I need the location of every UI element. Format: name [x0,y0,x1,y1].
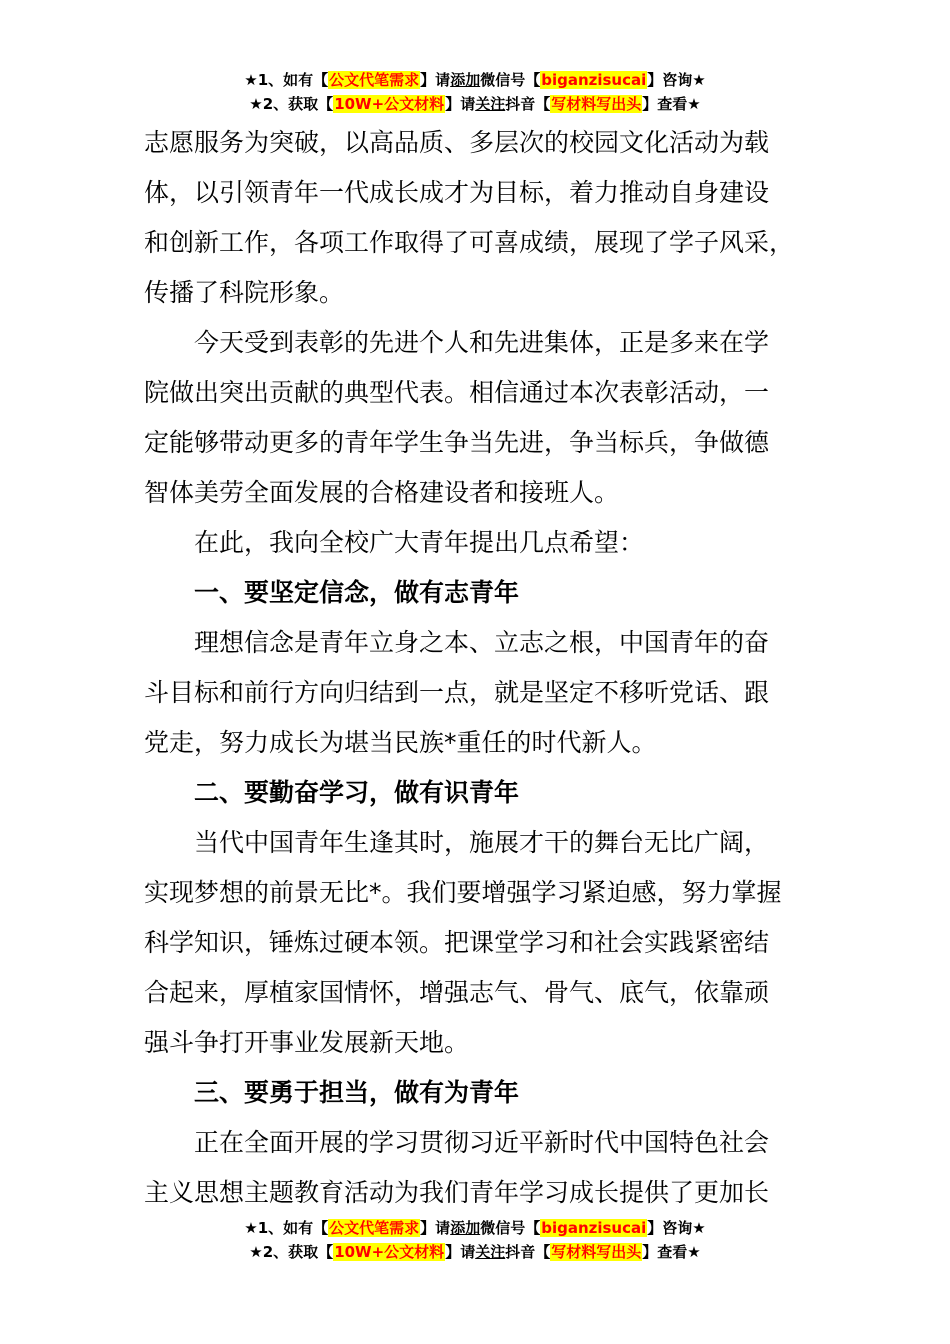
text-line: 合起来，厚植家国情怀，增强志气、骨气、底气，依靠顽 [144,978,770,1007]
text-line: 和创新工作，各项工作取得了可喜成绩，展现了学子风采， [144,228,795,257]
banner-text: 】请 [420,71,451,89]
section-heading-2: 二、要勤奋学习，做有识青年 [194,778,520,807]
banner-text: 】查看★ [642,1243,701,1261]
paragraph-2 [144,318,809,518]
text-line: 传播了科院形象。 [144,278,345,307]
highlight-service: 公文代笔需求 [329,1219,420,1237]
header-banner [0,68,950,116]
section-heading-1: 一、要坚定信念，做有志青年 [194,578,520,607]
text-line: 智体美劳全面发展的合格建设者和接班人。 [144,478,620,507]
paragraph-3 [144,518,809,568]
banner-text: 抖音【 [505,95,551,113]
section-heading-3: 三、要勇于担当，做有为青年 [194,1078,520,1107]
banner-underlined: 添加 [450,1219,481,1237]
document-body [144,118,809,1218]
highlight-douyin-account: 写材料写出头 [551,95,642,113]
text-line: 党走，努力成长为堪当民族*重任的时代新人。 [144,728,657,757]
text-line: 斗目标和前行方向归结到一点，就是坚定不移听党话、跟 [144,678,770,707]
text-line: 当代中国青年生逢其时，施展才干的舞台无比广阔， [194,828,770,857]
banner-text: 抖音【 [505,1243,551,1261]
banner-text: 】查看★ [642,95,701,113]
text-line: 今天受到表彰的先进个人和先进集体，正是多来在学 [194,328,770,357]
paragraph-5 [144,818,809,1068]
banner-text: 】请 [420,1219,451,1237]
footer-banner [0,1216,950,1264]
banner-text: ★2、获取【 [249,1243,334,1261]
banner-text: 微信号【 [480,71,541,89]
highlight-wechat-id: biganzisucai [541,1219,647,1237]
banner-text: 】请 [445,1243,476,1261]
banner-text: 微信号【 [480,1219,541,1237]
highlight-service: 公文代笔需求 [329,71,420,89]
paragraph-6 [144,1118,809,1218]
banner-text: ★1、如有【 [244,1219,329,1237]
text-line: 志愿服务为突破，以高品质、多层次的校园文化活动为载 [144,128,770,157]
banner-text: ★2、获取【 [249,95,334,113]
banner-line-2 [0,92,950,116]
banner-text: 】请 [445,95,476,113]
banner-text: 】咨询★ [647,1219,706,1237]
banner-line-1 [0,1216,950,1240]
text-line: 定能够带动更多的青年学生争当先进，争当标兵，争做德 [144,428,770,457]
highlight-wechat-id: biganzisucai [541,71,647,89]
highlight-materials: 10W+公文材料 [334,95,445,113]
banner-underlined: 关注 [475,95,506,113]
text-line: 主义思想主题教育活动为我们青年学习成长提供了更加长 [144,1178,770,1207]
highlight-douyin-account: 写材料写出头 [551,1243,642,1261]
text-line: 强斗争打开事业发展新天地。 [144,1028,470,1057]
banner-line-2 [0,1240,950,1264]
text-line: 实现梦想的前景无比*。我们要增强学习紧迫感，努力掌握 [144,878,782,907]
banner-line-1 [0,68,950,92]
text-line: 院做出突出贡献的典型代表。相信通过本次表彰活动，一 [144,378,770,407]
banner-underlined: 关注 [475,1243,506,1261]
highlight-materials: 10W+公文材料 [334,1243,445,1261]
banner-underlined: 添加 [450,71,481,89]
paragraph-1 [144,118,809,318]
text-line: 体，以引领青年一代成长成才为目标，着力推动自身建设 [144,178,770,207]
text-line: 科学知识，锤炼过硬本领。把课堂学习和社会实践紧密结 [144,928,770,957]
text-line: 在此，我向全校广大青年提出几点希望： [194,528,645,557]
text-line: 正在全面开展的学习贯彻习近平新时代中国特色社会 [194,1128,770,1157]
text-line: 理想信念是青年立身之本、立志之根，中国青年的奋 [194,628,770,657]
banner-text: ★1、如有【 [244,71,329,89]
banner-text: 】咨询★ [647,71,706,89]
paragraph-4 [144,618,809,768]
